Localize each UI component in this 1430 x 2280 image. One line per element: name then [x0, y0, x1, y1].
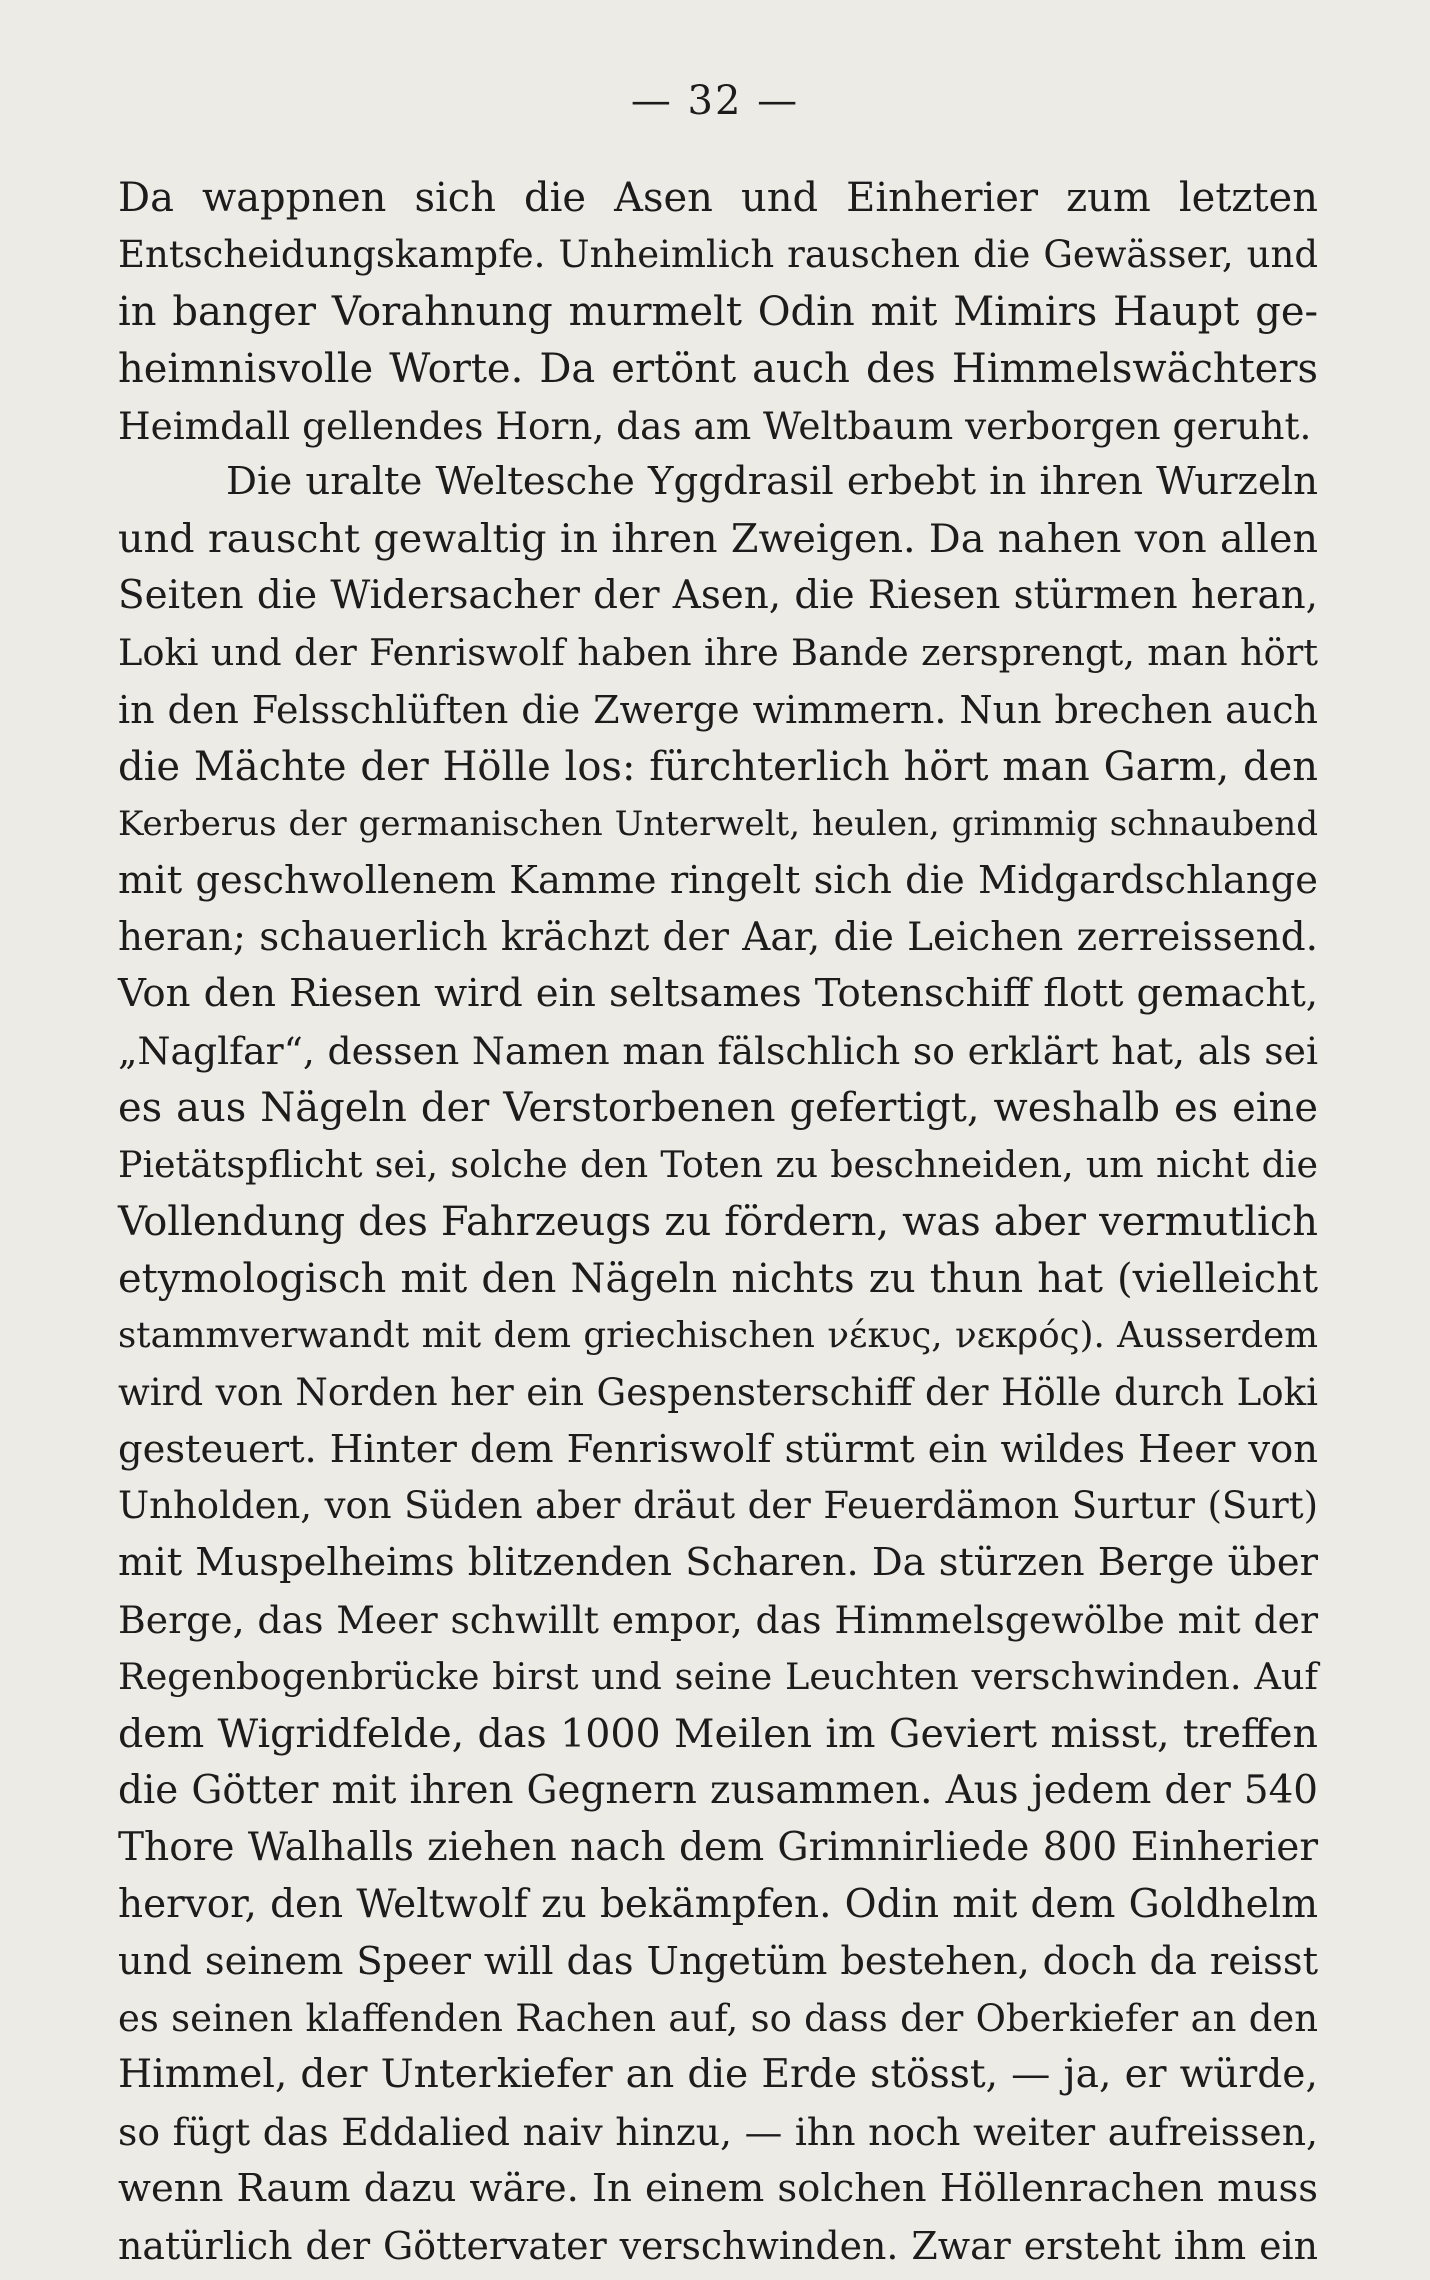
text-line: Seiten die Widersacher der Asen, die Riesen stürmen heran, — [118, 573, 1318, 619]
text-line: wenn Raum dazu wäre. In einem solchen Höllenrachen muss — [118, 2166, 1318, 2212]
text-line: Die uralte Weltesche Yggdrasil erbebt in ihren Wurzeln — [226, 459, 1318, 505]
text-line: Himmel, der Unterkiefer an die Erde stösst, — ja, er würde, — [118, 2052, 1318, 2098]
page-number: — 32 — — [630, 78, 800, 124]
text-line: Heimdall gellendes Horn, das am Weltbaum verborgen geruht. — [118, 403, 1312, 448]
text-line: Regenbogenbrücke birst und seine Leuchten verschwinden. Auf — [118, 1655, 1318, 1699]
text-line: etymologisch mit den Nägeln nichts zu thun hat (vielleicht — [118, 1255, 1318, 1302]
text-line: „Naglfar“, dessen Namen man fälschlich so erklärt hat, als sei — [118, 1029, 1318, 1074]
text-line: dem Wigridfelde, das 1000 Meilen im Geviert misst, treffen — [118, 1711, 1318, 1758]
text-line: heimnisvolle Worte. Da ertönt auch des Himmelswächters — [118, 345, 1318, 392]
text-line: und rauscht gewaltig in ihren Zweigen. Da nahen von allen — [118, 516, 1318, 563]
text-line: Entscheidungskampfe. Unheimlich rauschen die Gewässer, und — [118, 232, 1318, 276]
text-line: die Mächte der Hölle los: fürchterlich hört man Garm, den — [118, 743, 1318, 790]
text-line: so fügt das Eddalied naiv hinzu, — ihn noch weiter aufreissen, — [118, 2110, 1318, 2155]
text-line: heran; schauerlich krächzt der Aar, die Leichen zerreissend. — [118, 914, 1318, 960]
text-line: Berge, das Meer schwillt empor, das Himmelsgewölbe mit der — [118, 1598, 1318, 1643]
text-line: Kerberus der germanischen Unterwelt, heulen, grimmig schnaubend — [118, 803, 1318, 844]
text-line: es aus Nägeln der Verstorbenen gefertigt, weshalb es eine — [118, 1085, 1318, 1132]
text-line: Unholden, von Süden aber dräut der Feuerdämon Surtur (Surt) — [118, 1484, 1318, 1528]
text-line: Loki und der Fenriswolf haben ihre Bande zersprengt, man hört — [118, 631, 1318, 675]
text-line: es seinen klaffenden Rachen auf, so dass der Oberkiefer an den — [118, 1996, 1318, 2040]
body-text — [118, 170, 1318, 2275]
text-line: Thore Walhalls ziehen nach dem Grimnirliede 800 Einherier — [118, 1824, 1318, 1870]
text-line: Vollendung des Fahrzeugs zu fördern, was aber vermutlich — [118, 1199, 1318, 1246]
text-line: Von den Riesen wird ein seltsames Totenschiff flott gemacht, — [118, 971, 1318, 1017]
text-line: wird von Norden her ein Gespensterschiff der Hölle durch Loki — [118, 1370, 1318, 1414]
text-line: die Götter mit ihren Gegnern zusammen. Aus jedem der 540 — [118, 1767, 1318, 1813]
text-line: natürlich der Göttervater verschwinden. Zwar ersteht ihm ein — [118, 2224, 1318, 2269]
text-line: mit Muspelheims blitzenden Scharen. Da stürzen Berge über — [118, 1540, 1318, 1586]
text-line: hervor, den Weltwolf zu bekämpfen. Odin mit dem Goldhelm — [118, 1881, 1318, 1927]
text-line: Da wappnen sich die Asen und Einherier zum letzten — [118, 175, 1318, 221]
text-line: stammverwandt mit dem griechischen νέκυς, νεκρός). Ausserdem — [118, 1314, 1318, 1356]
text-line: und seinem Speer will das Ungetüm bestehen, doch da reisst — [118, 1938, 1318, 1984]
text-line: gesteuert. Hinter dem Fenriswolf stürmt ein wildes Heer von — [118, 1426, 1318, 1472]
text-line: Pietätspflicht sei, solche den Toten zu beschneiden, um nicht die — [118, 1143, 1318, 1187]
text-line: in den Felsschlüften die Zwerge wimmern. Nun brechen auch — [118, 688, 1318, 733]
text-line: mit geschwollenem Kamme ringelt sich die Midgardschlange — [118, 857, 1318, 903]
text-line: in banger Vorahnung murmelt Odin mit Mimirs Haupt ge- — [118, 288, 1318, 335]
